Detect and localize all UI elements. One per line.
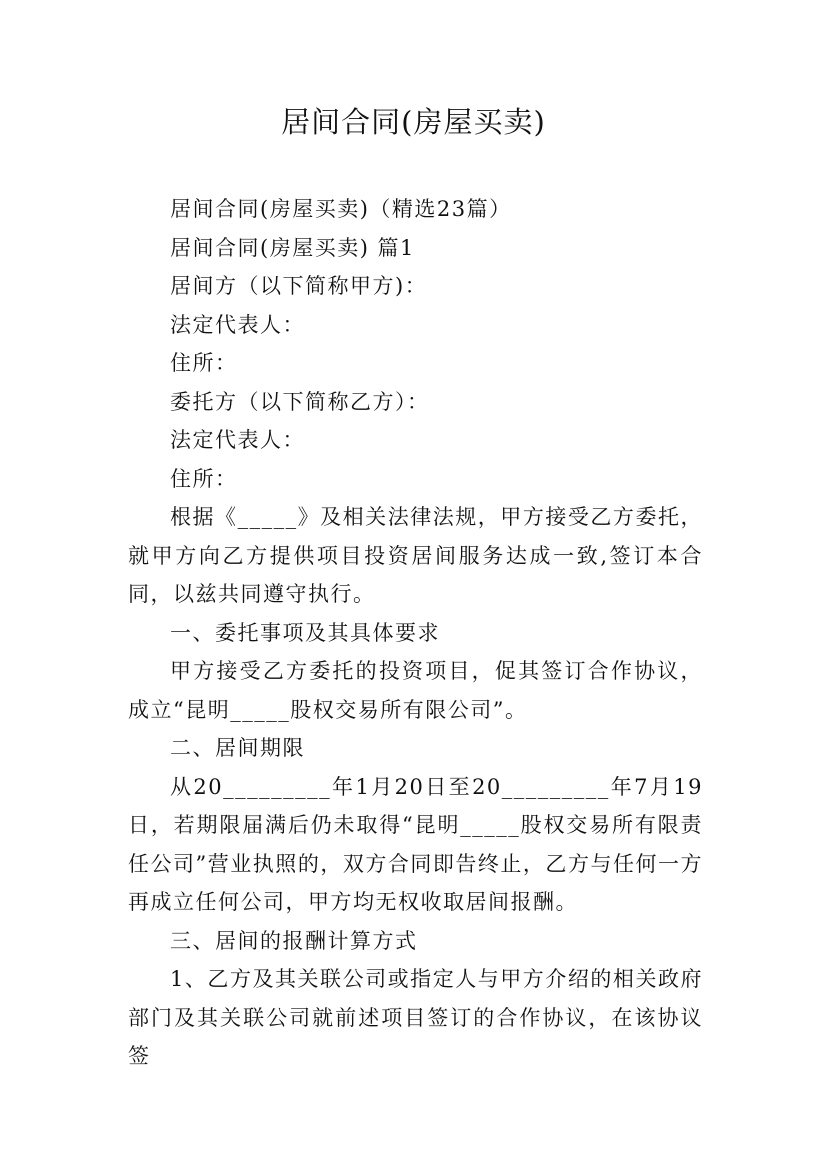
paragraph-section-1-body: 甲方接受乙方委托的投资项目，促其签订合作协议，成立“昆明_____股权交易所有限公司”。	[128, 659, 703, 722]
paragraph-section-2-body: 从20_________年1月20日至20_________年7月19日，若期限届满后仍未取得“昆明_____股权交易所有限责任公司”营业执照的，双方合同即告终止，乙方与任何一方再成立任何公司，甲方均无权收取居间报酬。	[128, 774, 703, 914]
paragraph-address-a: 住所：	[170, 351, 238, 375]
document-title: 居间合同(房屋买卖)	[281, 105, 546, 139]
paragraph-section-1-heading: 一、委托事项及其具体要求	[170, 620, 440, 645]
paragraph-client-party: 委托方（以下简称乙方）：	[170, 389, 430, 414]
paragraph-address-b: 住所：	[170, 466, 238, 491]
paragraph-section-2-heading: 二、居间期限	[170, 736, 305, 760]
paragraph-intermediary-party: 居间方（以下简称甲方)：	[170, 274, 428, 298]
paragraph-section-3-item-1: 1、乙方及其关联公司或指定人与甲方介绍的相关政府部门及其关联公司就前述项目签订的合作协议，在该协议签	[128, 967, 703, 1068]
paragraph-preamble: 根据《_____》及相关法律法规，甲方接受乙方委托，就甲方向乙方提供项目投资居间服务达成一致,签订本合同，以兹共同遵守执行。	[128, 505, 703, 606]
paragraph-legal-representative-b: 法定代表人：	[170, 428, 305, 452]
paragraph-section-3-heading: 三、居间的报酬计算方式	[170, 928, 418, 953]
paragraph-section-heading: 居间合同(房屋买卖) 篇1	[170, 235, 415, 260]
paragraph-legal-representative-a: 法定代表人：	[170, 312, 305, 337]
paragraph-collection-title: 居间合同(房屋买卖)（精选23篇）	[170, 197, 512, 221]
document-body	[128, 190, 703, 1076]
